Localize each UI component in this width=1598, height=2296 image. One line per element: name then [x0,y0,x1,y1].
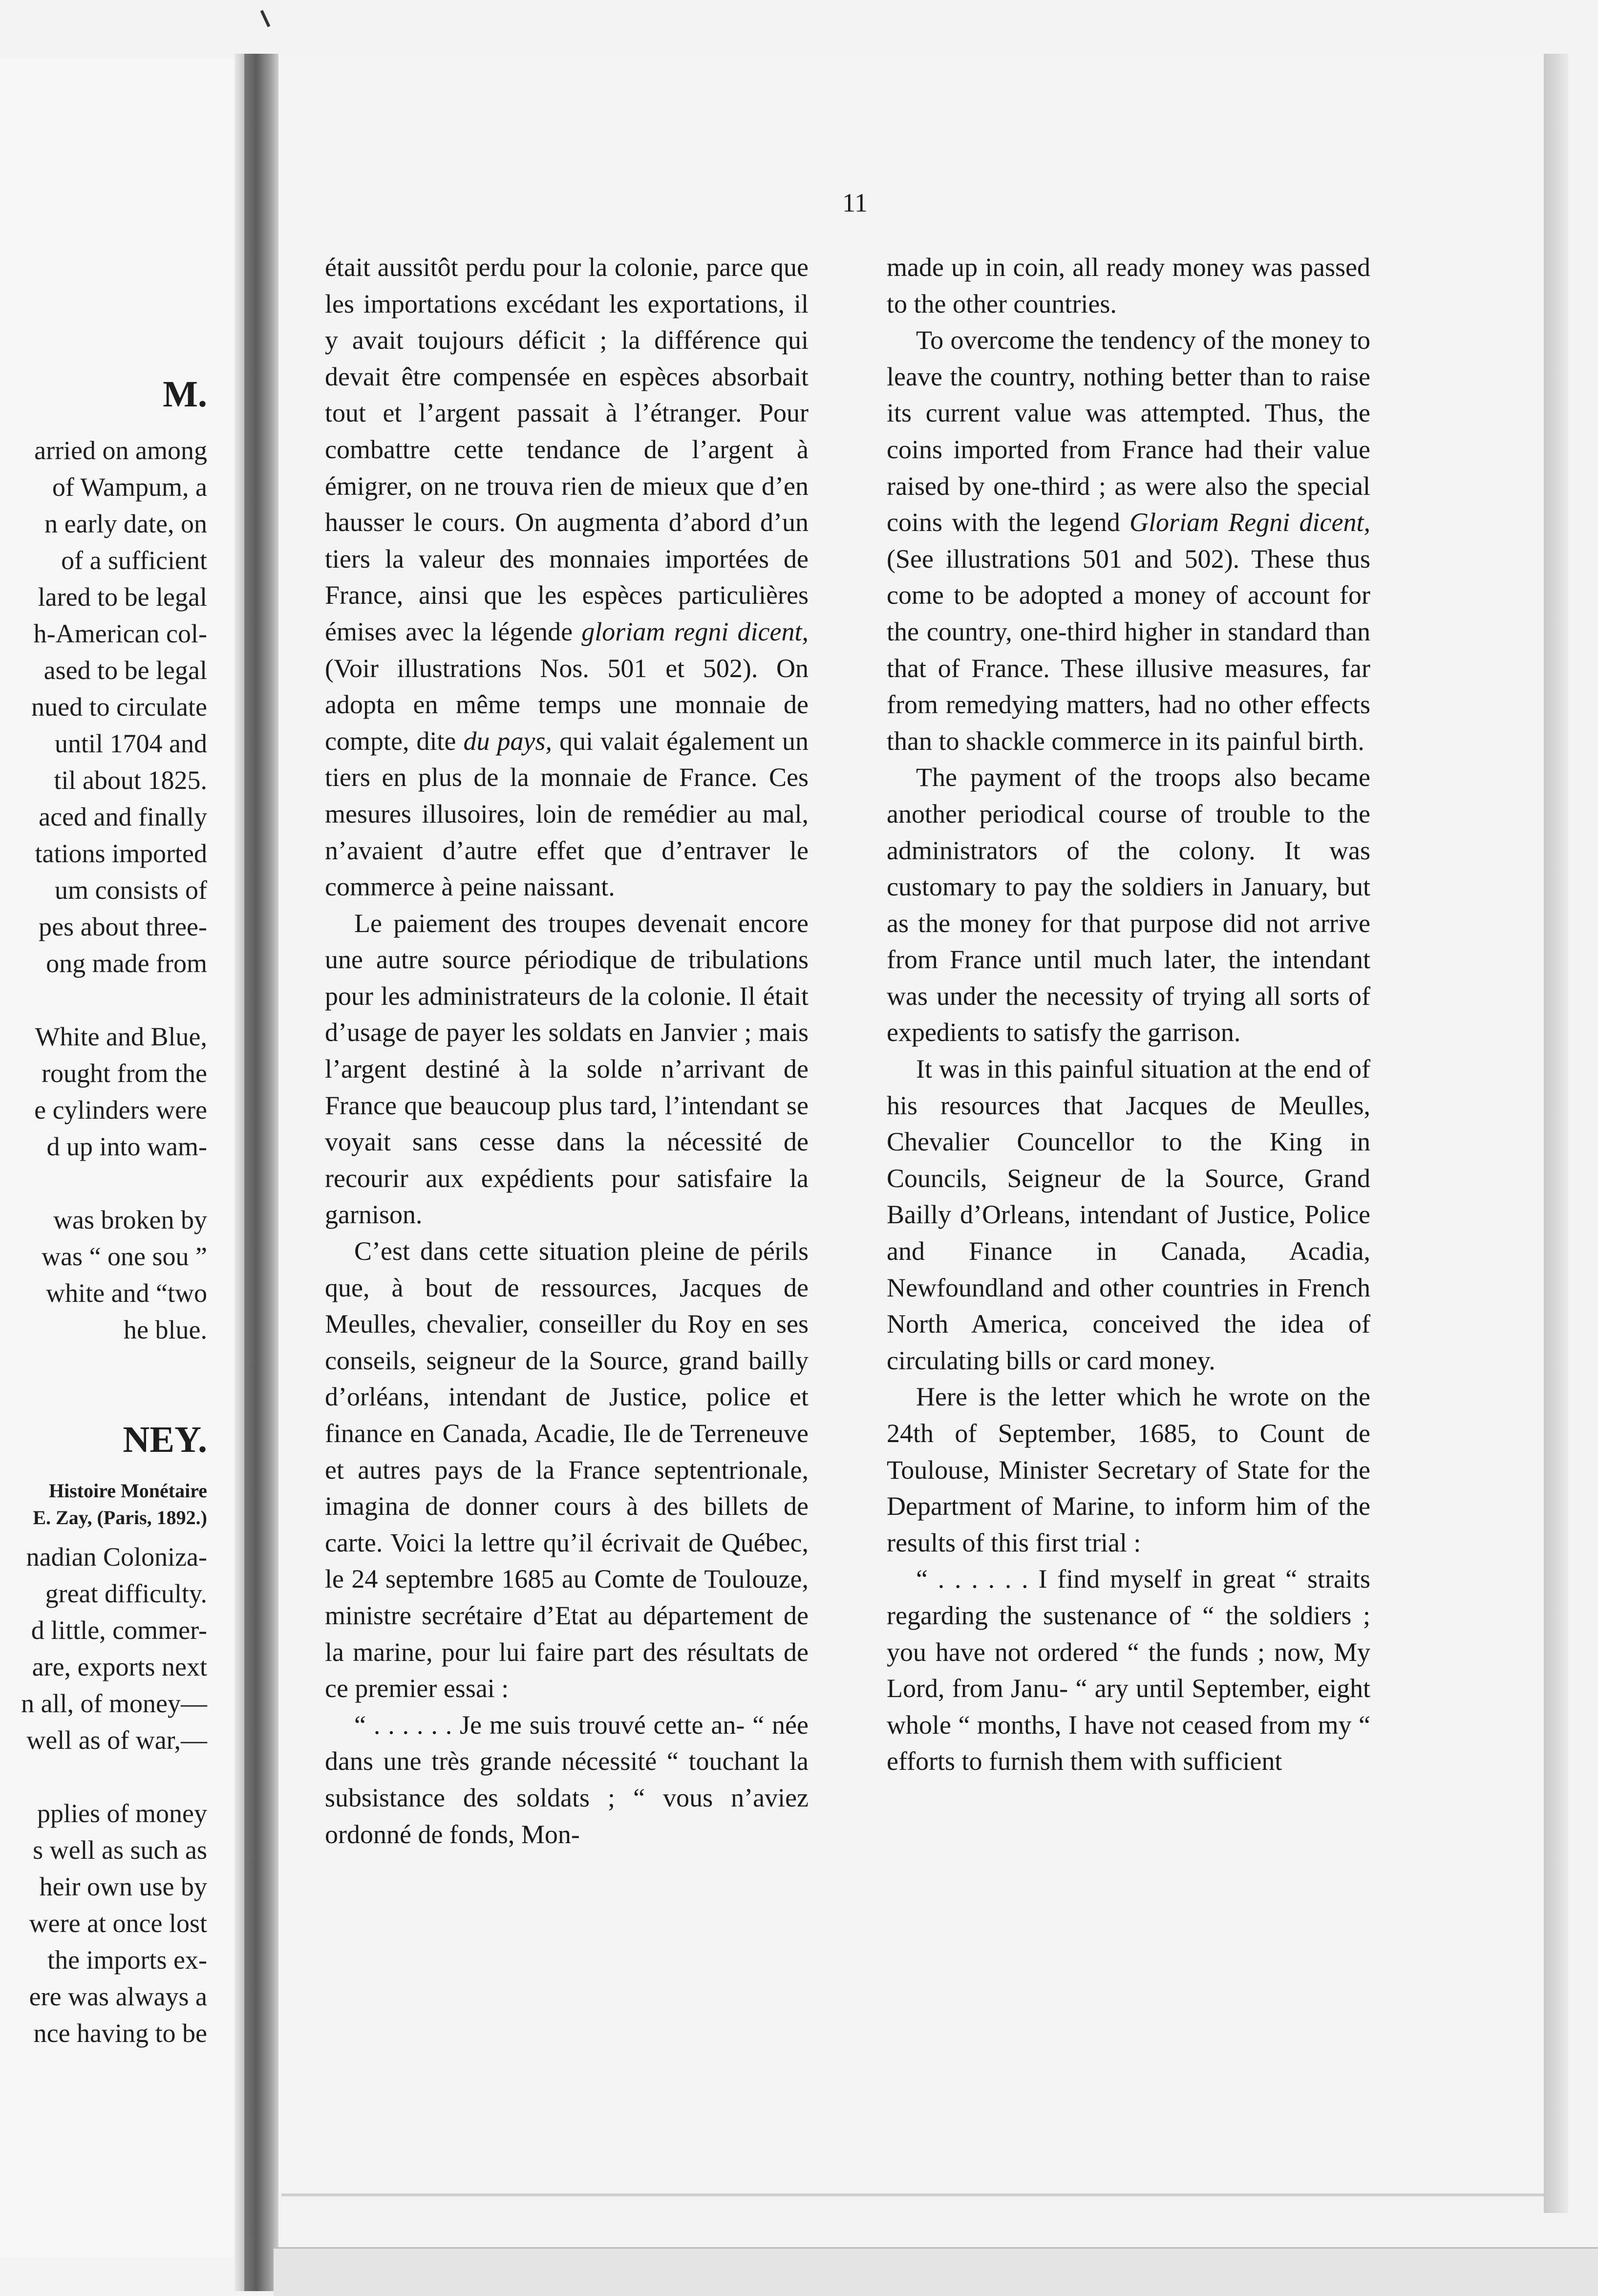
left-fragment: til about 1825. [54,765,207,795]
left-fragment: um consists of [54,875,207,905]
left-fragment: well as of war,— [26,1725,207,1755]
left-fragment: the imports ex- [47,1945,207,1975]
left-fragment: M. [163,374,207,415]
left-fragment: e cylinders were [34,1095,207,1125]
left-fragment: pes about three- [39,912,207,941]
italic-term: du pays, [463,726,553,756]
left-fragment: lared to be legal [38,582,207,612]
italic-legend: Gloriam Regni dicent, [1129,508,1370,537]
next-page-edge [274,2247,1598,2296]
french-paragraph-1 [325,249,809,905]
left-fragment: h-American col- [33,619,207,648]
left-fragment: NEY. [123,1419,207,1460]
left-fragment: nued to circulate [31,692,207,722]
left-fragment: arried on among [34,436,207,465]
italic-legend: gloriam regni dicent, [581,617,809,646]
left-fragment: E. Zay, (Paris, 1892.) [33,1507,207,1529]
english-paragraph-1: made up in coin, all ready money was passed to the other countries. [887,253,1370,319]
english-paragraph-4: It was in this painful situation at the end of his resources that Jacques de Meulles, Chevalier Councellor to the King in Councils, Seigneur de la Source, Grand Bailly d’Orleans, intendant of Justice, Police and Finance in Canada, Acadia, Newfoundland and other countries in French North America, conceived the idea of circulating bills or card money. [887,1054,1370,1375]
left-fragment: nce having to be [33,2019,207,2048]
text-run: était aussitôt perdu pour la colonie, parce que les importations excédant les exportations, il y avait toujours déficit ; la différence qui devait être compensée en espèces absorbait tout et l’argent passait à l’étranger. Pour combattre cette tendance de l’argent à émigrer, on ne trouva rien de mieux que d’en hausser le cours. On augmenta d’abord d’un tiers la valeur des monnaies importées de France, ainsi que les espèces particulières émises avec la légende [325,253,809,646]
left-fragment: n early date, on [44,509,207,538]
left-fragment: d up into wam- [46,1132,207,1161]
english-paragraph-5: Here is the letter which he wrote on the 24th of September, 1685, to Count de Toulouse, Minister Secretary of State for the Department of Marine, to inform him of the results of this first trial : [887,1382,1370,1557]
left-fragment: are, exports next [32,1652,207,1681]
french-paragraph-2: Le paiement des troupes devenait encore une autre source périodique de tribulations pour les administrateurs de la colonie. Il était d’usage de payer les soldats en Janvier ; mais l’argent destiné à la solde n’arrivant de France que beaucoup plus tard, l’intendant se voyait sans cesse dans la nécessité de recourir aux expédients pour satisfaire la garnison. [325,908,809,1230]
left-fragment: ong made from [46,949,207,978]
left-fragment: he blue. [124,1315,207,1344]
english-paragraph-3: The payment of the troops also became another periodical course of trouble to the administrators of the colony. It was customary to pay the soldiers in January, but as the money for that purpose did not arrive from France until much later, the intendant was under the necessity of trying all sorts of expedients to satisfy the garrison. [887,763,1370,1047]
left-fragment: was broken by [53,1205,207,1234]
left-fragment: pplies of money [37,1799,207,1828]
english-paragraph-2 [887,322,1370,759]
english-column [887,249,1370,1780]
english-letter-quote: “ . . . . . . I find myself in great “ straits regarding the sustenance of “ the soldiers ; you have not ordered “ the funds ; now, My Lord, from Janu- “ ary until September, eight whole “ months, I have not ceased from my “ efforts to furnish them with sufficient [887,1564,1370,1776]
text-run: To overcome the tendency of the money to leave the country, nothing better than to raise its current value was attempted. Thus, the coins imported from France had their value raised by one-third ; as were also the special coins with the legend [887,325,1370,537]
left-fragment: Histoire Monétaire [49,1480,207,1502]
left-fragment: d little, commer- [31,1616,207,1645]
left-fragment: tations imported [35,839,207,868]
text-run: (See illustrations 501 and 502). These thus come to be adopted a money of account for the country, one-third higher in standard than that of France. These illusive measures, far from remedying matters, had no other effects than to shackle commerce in its painful birth. [887,544,1370,756]
binding-gutter [244,54,278,2291]
left-fragment: until 1704 and [55,729,207,758]
left-fragment: was “ one sou ” [42,1242,207,1271]
page-number: 11 [842,188,868,217]
left-fragment: nadian Coloniza- [26,1542,207,1572]
left-fragment: great difficulty. [45,1579,207,1608]
left-fragment: white and “two [46,1278,207,1308]
page-edge [1544,54,1568,2213]
left-fragment: rought from the [42,1059,207,1088]
french-letter-quote: “ . . . . . . Je me suis trouvé cette an- “ née dans une très grande nécessité “ touchant la subsistance des soldats ; “ vous n’aviez ordonné de fonds, Mon- [325,1710,809,1849]
french-column [325,249,809,1852]
french-paragraph-3: C’est dans cette situation pleine de périls que, à bout de ressources, Jacques de Meulles, chevalier, conseiller du Roy en ses conseils, seigneur de la Source, grand bailly d’orléans, intendant de Justice, police et finance en Canada, Acadie, Ile de Terreneuve et autres pays de la France septentrionale, imagina de donner cours à des billets de carte. Voici la lettre qu’il écrivait de Québec, le 24 septembre 1685 au Comte de Toulouze, ministre secrétaire d’Etat au département de la marine, pour lui faire part des résultats de ce premier essai : [325,1236,809,1703]
left-fragment: s well as such as [33,1835,207,1865]
left-fragment: of Wampum, a [52,472,207,502]
left-fragment: White and Blue, [35,1022,207,1051]
text-run: qui valait également un tiers en plus de la monnaie de France. Ces mesures illusoires, loin de remédier au mal, n’avaient d’autre effet que d’entraver le commerce à peine naissant. [325,726,809,902]
text-run: (Voir illustrations Nos. 501 et 502). On adopta en même temps une monnaie de compte, dite [325,653,809,756]
left-fragment: ere was always a [29,1982,207,2011]
left-fragment: heir own use by [39,1872,207,1901]
left-fragment: ased to be legal [43,656,207,685]
left-fragment: of a sufficient [61,546,207,575]
facing-page [0,59,244,2257]
left-fragment: n all, of money— [21,1689,207,1718]
left-fragment: aced and finally [39,802,207,831]
left-fragment: were at once lost [29,1909,207,1938]
